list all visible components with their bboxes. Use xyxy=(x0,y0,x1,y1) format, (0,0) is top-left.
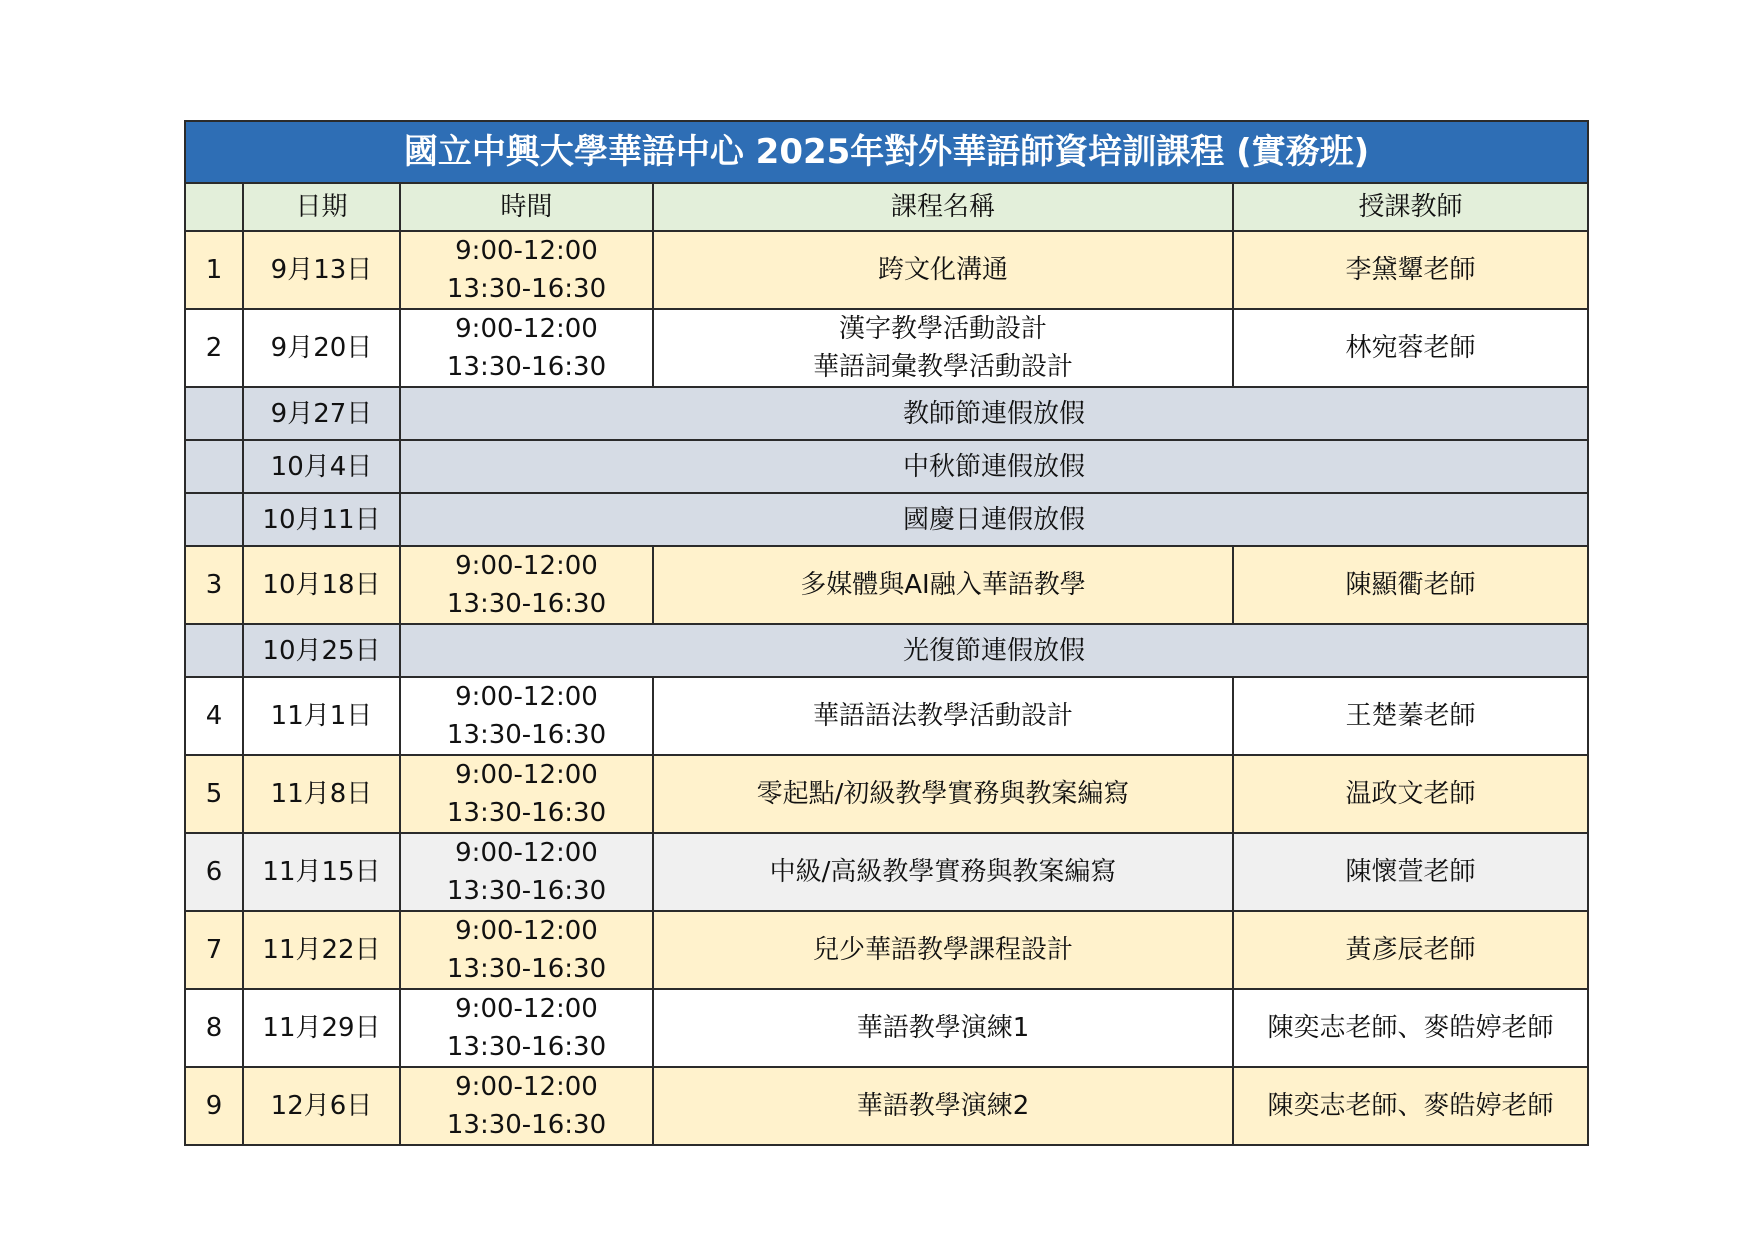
table-row xyxy=(185,309,1588,387)
row-date: 10月18日 xyxy=(243,546,400,624)
time-morning: 9:00-12:00 xyxy=(455,838,598,868)
time-afternoon: 13:30-16:30 xyxy=(446,798,607,828)
time-morning: 9:00-12:00 xyxy=(455,682,598,712)
course-schedule-table xyxy=(184,120,1589,1146)
row-number xyxy=(185,493,243,546)
row-date: 9月13日 xyxy=(243,231,400,309)
row-course: 兒少華語教學課程設計 xyxy=(653,911,1233,989)
time-afternoon: 13:30-16:30 xyxy=(446,720,607,750)
row-number: 2 xyxy=(185,309,243,387)
row-time xyxy=(400,755,653,833)
row-time xyxy=(400,231,653,309)
row-number: 7 xyxy=(185,911,243,989)
time-afternoon: 13:30-16:30 xyxy=(446,1032,607,1062)
row-number: 9 xyxy=(185,1067,243,1145)
row-time xyxy=(400,1067,653,1145)
holiday-row xyxy=(185,624,1588,677)
row-teacher: 陳懷萱老師 xyxy=(1233,833,1588,911)
row-teacher: 陳顯衢老師 xyxy=(1233,546,1588,624)
table-row xyxy=(185,231,1588,309)
row-course: 多媒體與AI融入華語教學 xyxy=(653,546,1233,624)
holiday-row xyxy=(185,493,1588,546)
row-number xyxy=(185,440,243,493)
row-teacher: 陳奕志老師、麥皓婷老師 xyxy=(1233,989,1588,1067)
row-teacher: 陳奕志老師、麥皓婷老師 xyxy=(1233,1067,1588,1145)
row-number: 5 xyxy=(185,755,243,833)
row-time xyxy=(400,911,653,989)
holiday-row xyxy=(185,440,1588,493)
course-line-1: 漢字教學活動設計 xyxy=(838,314,1047,344)
header-time: 時間 xyxy=(400,183,653,231)
row-time xyxy=(400,833,653,911)
table-row xyxy=(185,833,1588,911)
row-teacher: 王楚蓁老師 xyxy=(1233,677,1588,755)
row-date: 12月6日 xyxy=(243,1067,400,1145)
time-afternoon: 13:30-16:30 xyxy=(446,589,607,619)
table-row xyxy=(185,1067,1588,1145)
row-date: 10月25日 xyxy=(243,624,400,677)
table-row xyxy=(185,677,1588,755)
row-teacher: 黃彥辰老師 xyxy=(1233,911,1588,989)
time-afternoon: 13:30-16:30 xyxy=(446,352,607,382)
row-number xyxy=(185,624,243,677)
row-number: 6 xyxy=(185,833,243,911)
row-course: 中級/高級教學實務與教案編寫 xyxy=(653,833,1233,911)
row-course: 華語語法教學活動設計 xyxy=(653,677,1233,755)
row-number xyxy=(185,387,243,440)
row-teacher: 温政文老師 xyxy=(1233,755,1588,833)
row-course: 跨文化溝通 xyxy=(653,231,1233,309)
row-time xyxy=(400,677,653,755)
time-morning: 9:00-12:00 xyxy=(455,916,598,946)
table-title: 國立中興大學華語中心 2025年對外華語師資培訓課程 (實務班) xyxy=(185,121,1588,183)
row-course: 華語教學演練1 xyxy=(653,989,1233,1067)
time-morning: 9:00-12:00 xyxy=(455,236,598,266)
time-morning: 9:00-12:00 xyxy=(455,994,598,1024)
table-row xyxy=(185,546,1588,624)
row-number: 3 xyxy=(185,546,243,624)
row-time xyxy=(400,989,653,1067)
time-afternoon: 13:30-16:30 xyxy=(446,876,607,906)
header-num xyxy=(185,183,243,231)
row-date: 10月4日 xyxy=(243,440,400,493)
header-row xyxy=(185,183,1588,231)
row-date: 11月1日 xyxy=(243,677,400,755)
time-morning: 9:00-12:00 xyxy=(455,1072,598,1102)
row-time xyxy=(400,309,653,387)
row-date: 9月20日 xyxy=(243,309,400,387)
holiday-label: 中秋節連假放假 xyxy=(400,440,1588,493)
row-teacher: 林宛蓉老師 xyxy=(1233,309,1588,387)
table-row xyxy=(185,755,1588,833)
time-afternoon: 13:30-16:30 xyxy=(446,274,607,304)
holiday-label: 教師節連假放假 xyxy=(400,387,1588,440)
time-morning: 9:00-12:00 xyxy=(455,760,598,790)
table-row xyxy=(185,989,1588,1067)
holiday-label: 國慶日連假放假 xyxy=(400,493,1588,546)
row-date: 11月8日 xyxy=(243,755,400,833)
holiday-row xyxy=(185,387,1588,440)
time-morning: 9:00-12:00 xyxy=(455,314,598,344)
header-date: 日期 xyxy=(243,183,400,231)
course-line-2: 華語詞彙教學活動設計 xyxy=(812,352,1073,382)
row-course: 華語教學演練2 xyxy=(653,1067,1233,1145)
time-afternoon: 13:30-16:30 xyxy=(446,1110,607,1140)
row-number: 8 xyxy=(185,989,243,1067)
row-teacher: 李黛顰老師 xyxy=(1233,231,1588,309)
table-row xyxy=(185,911,1588,989)
holiday-label: 光復節連假放假 xyxy=(400,624,1588,677)
time-morning: 9:00-12:00 xyxy=(455,551,598,581)
row-date: 11月29日 xyxy=(243,989,400,1067)
row-date: 9月27日 xyxy=(243,387,400,440)
row-course: 零起點/初級教學實務與教案編寫 xyxy=(653,755,1233,833)
row-number: 1 xyxy=(185,231,243,309)
header-teacher: 授課教師 xyxy=(1233,183,1588,231)
header-course: 課程名稱 xyxy=(653,183,1233,231)
row-course xyxy=(653,309,1233,387)
row-time xyxy=(400,546,653,624)
time-afternoon: 13:30-16:30 xyxy=(446,954,607,984)
row-number: 4 xyxy=(185,677,243,755)
row-date: 11月22日 xyxy=(243,911,400,989)
row-date: 10月11日 xyxy=(243,493,400,546)
row-date: 11月15日 xyxy=(243,833,400,911)
